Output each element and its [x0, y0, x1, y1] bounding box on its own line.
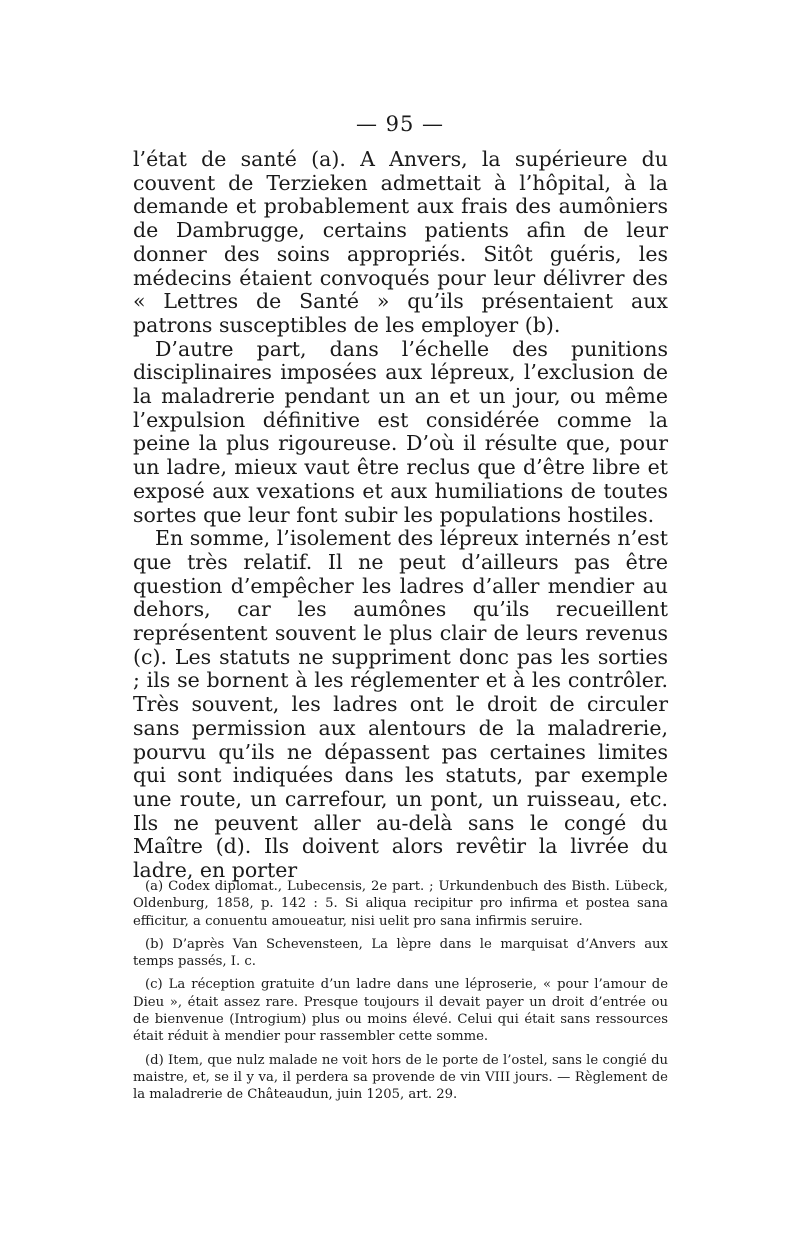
- footnote-d: (d) Item, que nulz malade ne voit hors de le porte de l’ostel, sans le congié du maistre, et, se il y va, il perdera sa provende de vin VIII jours. — Règlement de la maladrerie de Châteaudun, juin 1205, art. 29.: [133, 1052, 668, 1103]
- footnote-c: (c) La réception gratuite d’un ladre dans une léproserie, « pour l’amour de Dieu », était assez rare. Presque toujours il devait payer un droit d’entrée ou de bienvenue (Introgium) plus ou moins élevé. Celui qui était sans ressources était réduit à mendier pour rassembler cette somme.: [133, 977, 668, 1045]
- footnote-a: (a) Codex diplomat., Lubecensis, 2e part. ; Urkundenbuch des Bisth. Lübeck, Oldenburg, 1858, p. 142 : 5. Si aliqua recipitur pro infirma et postea sana efficitur, a conuentu amoueatur, nisi uelit pro sana infirmis seruire.: [133, 879, 668, 929]
- paragraph-1: l’état de santé (a). A Anvers, la supérieure du couvent de Terzieken admettait à l’hôpital, à la demande et probablement aux frais des aumôniers de Dambrugge, certains patients afin de leur donner des soins appropriés. Sitôt guéris, les médecins étaient convoqués pour leur délivrer des « Lettres de Santé » qu’ils présentaient aux patrons susceptibles de les employer (b).: [133, 147, 668, 337]
- paragraph-3: En somme, l’isolement des lépreux internés n’est que très relatif. Il ne peut d’ailleurs pas être question d’empêcher les ladres d’aller mendier au dehors, car les aumônes qu’ils recueillent représentent souvent le plus clair de leurs revenus (c). Les statuts ne suppriment donc pas les sorties ; ils se bornent à les réglementer et à les contrôler. Très souvent, les ladres ont le droit de circuler sans permission aux alentours de la maladrerie, pourvu qu’ils ne dépassent pas certaines limites qui sont indiquées dans les statuts, par exemple une route, un carrefour, un pont, un ruisseau, etc. Ils ne peuvent aller au-delà sans le congé du Maître (d). Ils doivent alors revêtir la livrée du ladre, en porter: [133, 526, 668, 883]
- paragraph-2: D’autre part, dans l’échelle des punitions disciplinaires imposées aux lépreux, l’exclusion de la maladrerie pendant un an et un jour, ou même l’expulsion définitive est considérée comme la peine la plus rigoureuse. D’où il résulte que, pour un ladre, mieux vaut être reclus que d’être libre et exposé aux vexations et aux humiliations de toutes sortes que leur font subir les populations hostiles.: [133, 336, 668, 527]
- page-number: — 95 —: [355, 112, 445, 136]
- footnote-b: (b) D’après Van Schevensteen, La lèpre dans le marquisat d’Anvers aux temps passés, I. c.: [133, 936, 668, 970]
- main-text: [133, 148, 668, 883]
- footnotes: [133, 878, 668, 1110]
